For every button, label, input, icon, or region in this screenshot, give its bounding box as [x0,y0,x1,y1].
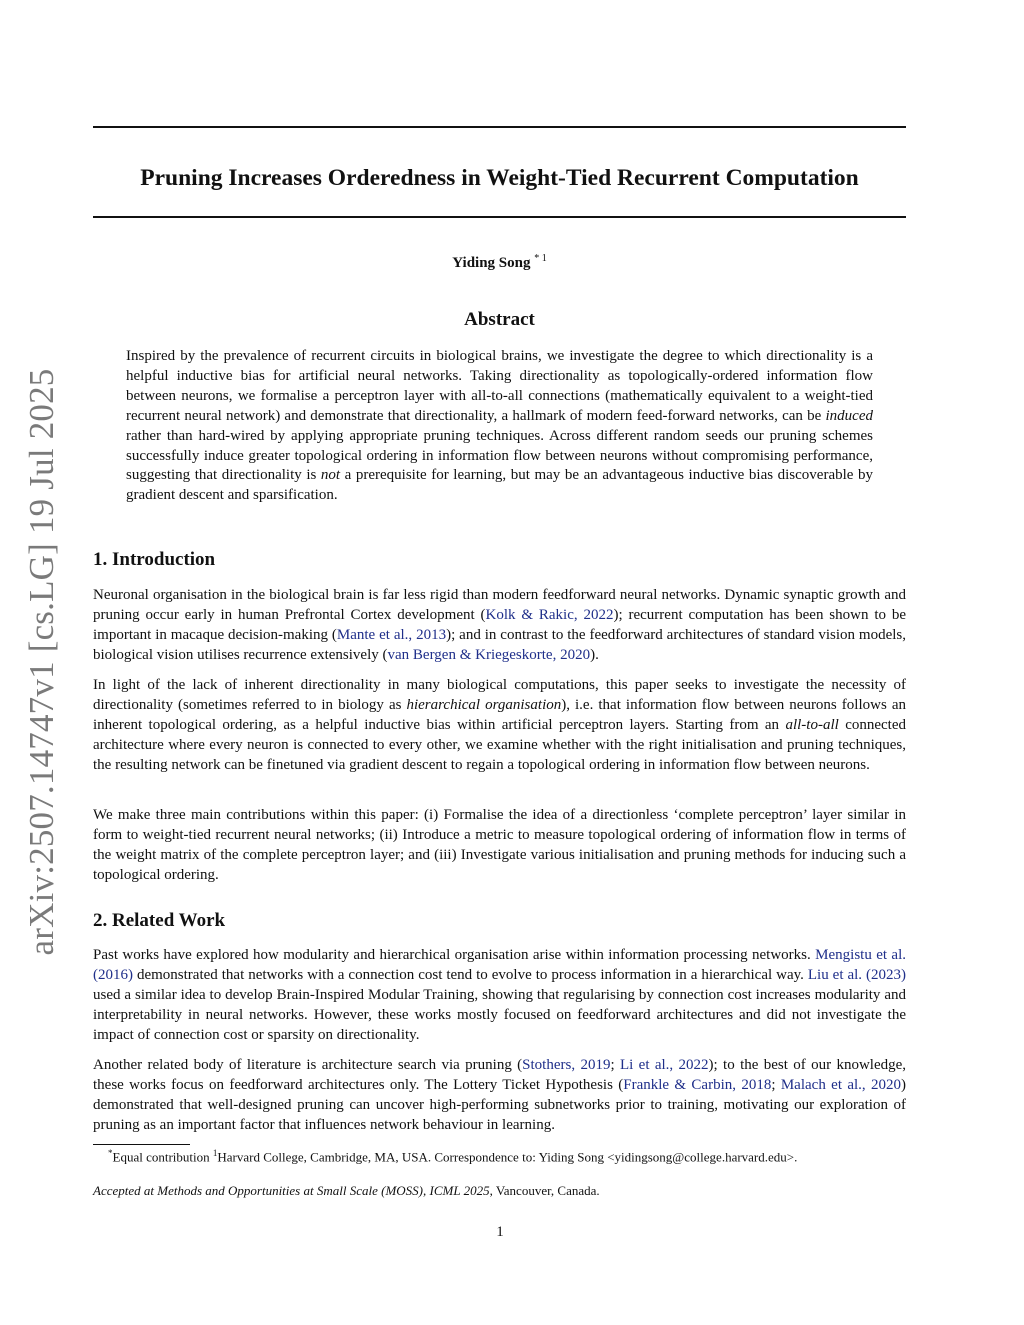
citation-link[interactable]: Kolk & Rakic, 2022 [485,606,614,623]
intro-paragraph-3: We make three main contributions within this paper: (i) Formalise the idea of a directionless ‘complete perceptron’ layer similar in form to weight-tied recurrent neural networks; (ii) Introduce a metric to measure topological ordering of information flow in terms of the weight matrix of the complete perceptron layer; and (iii) Investigate various initialisation and pruning methods for inducing such a topological ordering. [93,807,906,883]
citation-link[interactable]: Malach et al., 2020 [780,1076,901,1093]
author-line [93,253,906,272]
title-bottom-rule [93,216,906,218]
abstract-heading: Abstract [464,309,535,330]
citation-link[interactable]: Mante et al., 2013 [336,626,447,643]
citation-link[interactable]: Liu et al. (2023) [807,966,906,983]
paper-title: Pruning Increases Orderedness in Weight-Tied Recurrent Computation [140,165,859,191]
page-number: 1 [496,1224,504,1240]
related-paragraph-1: Past works have explored how modularity and hierarchical organisation arise within information processing networks. Mengistu et al. (2016) demonstrated that networks with a connection cost tend to evolve to process information in a hierarchical way. Liu et al. (2023) used a similar idea to develop Brain-Inspired Modular Training, showing that regularising by connection cost increases modularity and interpretability in neural networks. However, these works mostly focused on feedforward architectures and did not investigate the impact of connection cost or sparsity on directionality. [93,947,906,1043]
title-top-rule [93,126,906,128]
citation-link[interactable]: Mengistu et al. (2016) [93,947,906,983]
citation-link[interactable]: Frankle & Carbin, 2018 [623,1076,772,1093]
citation-link[interactable]: van Bergen & Kriegeskorte, 2020 [387,646,591,663]
arxiv-stamp: arXiv:2507.14747v1 [cs.LG] 19 Jul 2025 [22,368,61,956]
footnote: *Equal contribution $^1$Harvard College, Cambridge, MA, USA. Correspondence to: Yiding Song <yidingsong@college.harvard.edu>. [108,1148,798,1165]
section-heading-related-work: 2. Related Work [93,910,226,931]
venue-note: Accepted at Methods and Opportunities at Small Scale (MOSS), ICML 2025, Vancouver, Canada. [93,1183,600,1198]
citation-link[interactable]: Li et al., 2022 [619,1057,709,1073]
related-paragraph-2: Another related body of literature is architecture search via pruning (Stothers, 2019; Li et al., 2022); to the best of our knowledge, these works focus on feedforward architectures only. The Lottery Ticket Hypothesis (Frankle & Carbin, 2018; Malach et al., 2020) demonstrated that well-designed pruning can uncover high-performing subnetworks prior to training, motivating our exploration of pruning as an important factor that influences network behaviour in learning. [93,1057,907,1133]
section-heading-introduction: 1. Introduction [93,549,216,570]
abstract-text: Inspired by the prevalence of recurrent circuits in biological brains, we investigate the degree to which directionality is a helpful inductive bias for artificial neural networks. Taking directionality as topologically-ordered information flow between neurons, we formalise a perceptron layer with all-to-all connections (mathematically equivalent to a weight-tied recurrent neural network) and demonstrate that directionality, a hallmark of modern feed-forward networks, can be induced rather than hard-wired by applying appropriate pruning techniques. Across different random seeds our pruning schemes successfully induce greater topological ordering in information flow between neurons without compromising performance, suggesting that directionality is not a prerequisite for learning, but may be an advantageous inductive bias discoverable by gradient descent and sparsification. [126,348,873,504]
citation-link[interactable]: Stothers, 2019 [522,1057,611,1073]
author-marks: * 1 [534,253,547,264]
intro-paragraph-1: Neuronal organisation in the biological brain is far less rigid than modern feedforward neural networks. Dynamic synaptic growth and pruning occur early in human Prefrontal Cortex development (Kolk & Rakic, 2022); recurrent computation has been shown to be important in macaque decision-making (Mante et al., 2013); and in contrast to the feedforward architectures of standard vision models, biological vision utilises recurrence extensively (van Bergen & Kriegeskorte, 2020). [93,587,906,663]
author-name: Yiding Song [452,255,531,271]
footnote-rule [93,1144,190,1145]
intro-paragraph-2: In light of the lack of inherent directionality in many biological computations, this paper seeks to investigate the necessity of directionality (sometimes referred to in biology as hierarchical organisation), i.e. that information flow between neurons follows an inherent topological ordering, as a helpful inductive bias within artificial perceptron layers. Starting from an all-to-all connected architecture where every neuron is connected to every other, we examine whether with the right initialisation and pruning techniques, the resulting network can be finetuned via gradient descent to regain a topological ordering in information flow between neurons. [93,677,906,773]
